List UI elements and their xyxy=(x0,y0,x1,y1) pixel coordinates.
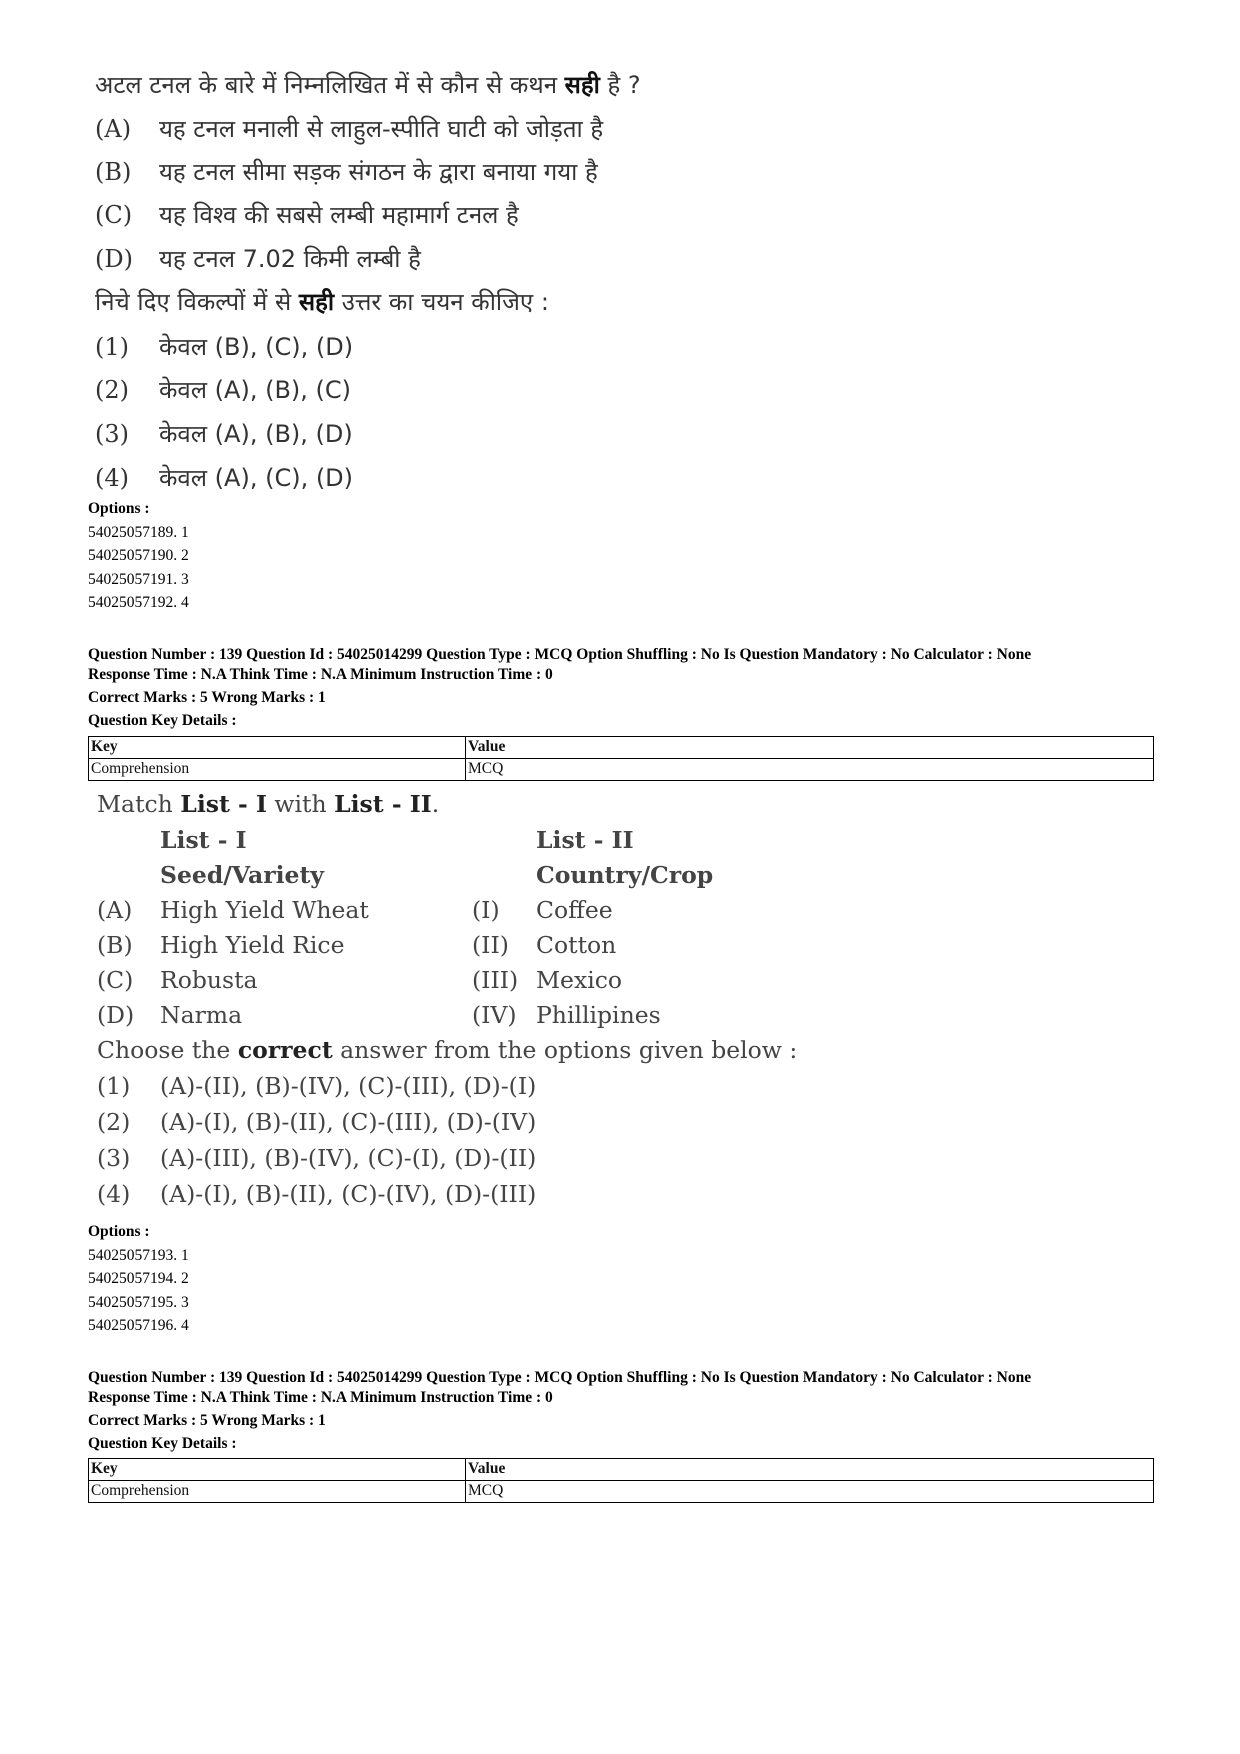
match-choice-label: (3) xyxy=(97,1144,131,1172)
match-choice-label: (2) xyxy=(97,1108,131,1136)
value-header: Value xyxy=(466,737,1154,759)
hindi-choice-1: (1) केवल (B), (C), (D) xyxy=(95,333,354,361)
list1-label: (A) xyxy=(97,896,133,924)
key-header: Key xyxy=(89,737,466,759)
value-header: Value xyxy=(466,1459,1154,1481)
list1-label: (D) xyxy=(97,1001,135,1029)
table-header-row xyxy=(89,1459,1154,1481)
value-cell: MCQ xyxy=(466,759,1154,781)
statement-c: (C) यह विश्व की सबसे लम्बी महामार्ग टनल है xyxy=(95,201,519,229)
stem-bold: सही xyxy=(564,71,600,99)
statement-d: (D) यह टनल 7.02 किमी लम्बी है xyxy=(95,245,421,273)
question-meta-line: Response Time : N.A Think Time : N.A Minimum Instruction Time : 0 xyxy=(88,666,553,683)
options-heading: Options : xyxy=(88,500,150,517)
question-meta-line: Question Number : 139 Question Id : 54025014299 Question Type : MCQ Option Shuffling : No Is Question Mandatory : No Calculator : None xyxy=(88,1369,1032,1386)
key-details-heading: Question Key Details : xyxy=(88,712,237,729)
key-cell: Comprehension xyxy=(89,759,466,781)
match-choice-label: (1) xyxy=(97,1072,131,1100)
question-meta-line: Response Time : N.A Think Time : N.A Minimum Instruction Time : 0 xyxy=(88,1389,553,1406)
match-choice-text: (A)-(II), (B)-(IV), (C)-(III), (D)-(I) xyxy=(160,1072,537,1100)
statement-b: (B) यह टनल सीमा सड़क संगठन के द्वारा बनाया गया है xyxy=(95,158,598,186)
table-header-row xyxy=(89,737,1154,759)
option-item: 54025057195. 3 xyxy=(88,1294,189,1311)
key-value-table xyxy=(88,736,1154,781)
options-heading: Options : xyxy=(88,1223,150,1240)
key-header: Key xyxy=(89,1459,466,1481)
hindi-choice-3: (3) केवल (A), (B), (D) xyxy=(95,420,353,448)
option-item: 54025057189. 1 xyxy=(88,524,189,541)
list1-item: Narma xyxy=(160,1001,243,1029)
value-cell: MCQ xyxy=(466,1481,1154,1503)
list2-item: Cotton xyxy=(536,931,617,959)
question-meta-line: Question Number : 139 Question Id : 54025014299 Question Type : MCQ Option Shuffling : No Is Question Mandatory : No Calculator : None xyxy=(88,646,1032,663)
key-value-table xyxy=(88,1458,1154,1503)
list2-label: (IV) xyxy=(472,1001,517,1029)
list2-item: Mexico xyxy=(536,966,623,994)
key-cell: Comprehension xyxy=(89,1481,466,1503)
option-item: 54025057190. 2 xyxy=(88,547,189,564)
statement-a: (A) यह टनल मनाली से लाहुल-स्पीति घाटी को जोड़ता है xyxy=(95,115,604,143)
key-details-heading: Question Key Details : xyxy=(88,1435,237,1452)
hindi-instruction: निचे दिए विकल्पों में से सही उत्तर का चयन कीजिए : xyxy=(95,288,549,316)
option-item: 54025057192. 4 xyxy=(88,594,189,611)
match-intro: Match List - I with List - II. xyxy=(97,790,440,818)
list2-item: Phillipines xyxy=(536,1001,661,1029)
match-choice-text: (A)-(I), (B)-(II), (C)-(III), (D)-(IV) xyxy=(160,1108,537,1136)
list1-item: High Yield Rice xyxy=(160,931,345,959)
list2-item: Coffee xyxy=(536,896,613,924)
hindi-choice-4: (4) केवल (A), (C), (D) xyxy=(95,464,354,492)
stem-tail: है ? xyxy=(599,71,641,99)
marks-line: Correct Marks : 5 Wrong Marks : 1 xyxy=(88,689,326,706)
list1-title: List - I xyxy=(160,826,247,854)
match-choice-text: (A)-(I), (B)-(II), (C)-(IV), (D)-(III) xyxy=(160,1180,537,1208)
marks-line: Correct Marks : 5 Wrong Marks : 1 xyxy=(88,1412,326,1429)
list1-label: (C) xyxy=(97,966,134,994)
option-item: 54025057194. 2 xyxy=(88,1270,189,1287)
list1-item: Robusta xyxy=(160,966,258,994)
hindi-choice-2: (2) केवल (A), (B), (C) xyxy=(95,376,352,404)
list1-label: (B) xyxy=(97,931,133,959)
list1-item: High Yield Wheat xyxy=(160,896,369,924)
option-item: 54025057191. 3 xyxy=(88,571,189,588)
table-row xyxy=(89,1481,1154,1503)
stem-text: अटल टनल के बारे में निम्नलिखित में से कौन से कथन xyxy=(95,71,565,99)
option-item: 54025057193. 1 xyxy=(88,1247,189,1264)
table-row xyxy=(89,759,1154,781)
list2-title: List - II xyxy=(536,826,634,854)
list1-subtitle: Seed/Variety xyxy=(160,861,324,889)
list2-subtitle: Country/Crop xyxy=(536,861,714,889)
list2-label: (II) xyxy=(472,931,509,959)
match-choice-text: (A)-(III), (B)-(IV), (C)-(I), (D)-(II) xyxy=(160,1144,537,1172)
match-choice-label: (4) xyxy=(97,1180,131,1208)
choose-instruction: Choose the correct answer from the options given below : xyxy=(97,1036,798,1064)
list2-label: (III) xyxy=(472,966,519,994)
option-item: 54025057196. 4 xyxy=(88,1317,189,1334)
hindi-question-stem xyxy=(95,68,641,101)
list2-label: (I) xyxy=(472,896,500,924)
